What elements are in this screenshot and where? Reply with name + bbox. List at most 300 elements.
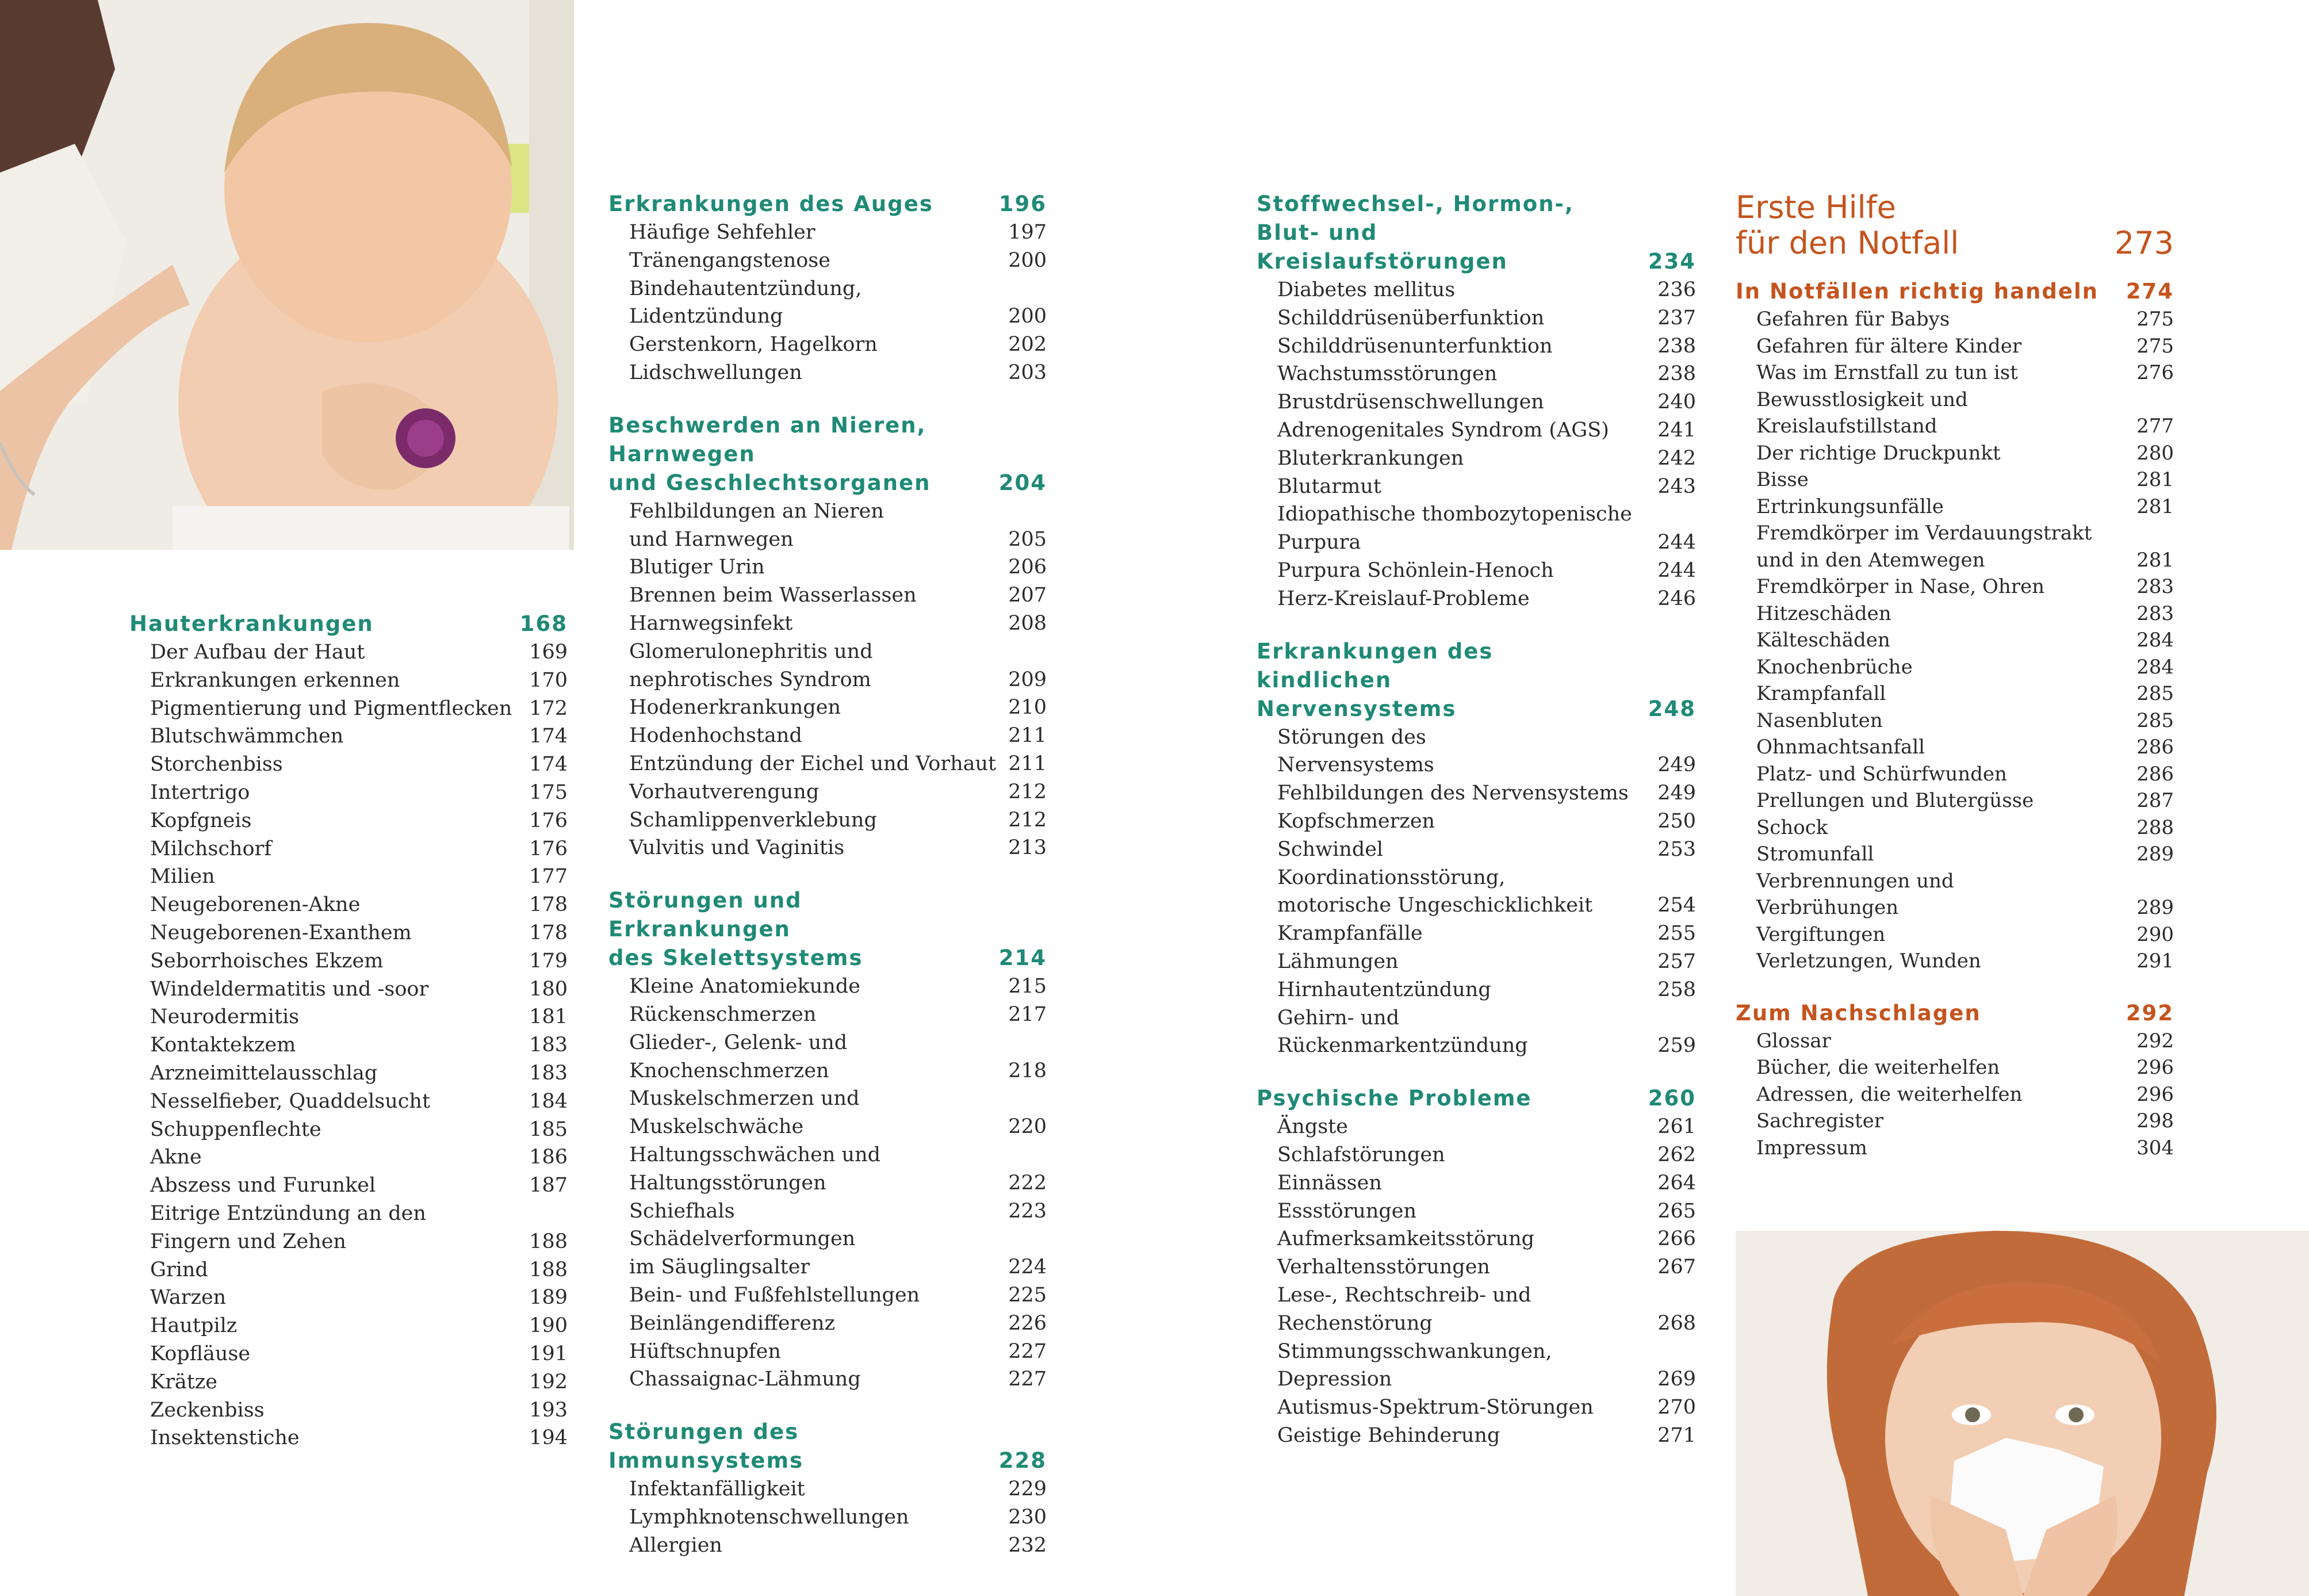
toc-entry[interactable] xyxy=(1257,1310,1696,1338)
toc-entry[interactable] xyxy=(1736,814,2174,841)
entry-title: Erkrankungen erkennen xyxy=(150,668,400,692)
entry-page: 243 xyxy=(1657,474,1696,498)
section-heading[interactable] xyxy=(1257,1084,1696,1113)
entry-page: 170 xyxy=(529,668,568,692)
toc-entry[interactable] xyxy=(129,1200,568,1228)
entry-page: 276 xyxy=(2136,361,2174,384)
toc-entry[interactable] xyxy=(1257,416,1696,445)
toc-entry[interactable] xyxy=(1257,779,1696,807)
entry-title: nephrotisches Syndrom xyxy=(629,668,871,691)
toc-entry[interactable] xyxy=(1736,1081,2174,1108)
entry-title: Impressum xyxy=(1756,1136,1867,1159)
entry-title: Rückenschmerzen xyxy=(629,1002,817,1026)
entry-page: 179 xyxy=(529,949,568,973)
toc-entry[interactable] xyxy=(129,1368,568,1396)
entry-title: Muskelschmerzen und xyxy=(629,1087,860,1111)
entry-page: 193 xyxy=(529,1398,568,1422)
toc-entry[interactable] xyxy=(608,1113,1047,1141)
toc-entry[interactable] xyxy=(129,667,568,695)
entry-title: Geistige Behinderung xyxy=(1277,1423,1500,1447)
toc-column-2 xyxy=(608,190,1047,1583)
toc-entry[interactable] xyxy=(608,581,1047,610)
entry-title: Gefahren für ältere Kinder xyxy=(1756,334,2022,358)
entry-title: Schock xyxy=(1756,816,1828,839)
toc-entry[interactable] xyxy=(1736,520,2174,547)
toc-entry[interactable] xyxy=(1736,894,2174,921)
entry-title: Fremdkörper im Verdauungstrakt xyxy=(1756,522,2092,545)
toc-entry[interactable] xyxy=(1257,920,1696,948)
toc-entry[interactable] xyxy=(1257,1004,1696,1032)
toc-entry[interactable] xyxy=(129,1031,568,1059)
entry-title: Schädelverformungen xyxy=(629,1227,856,1251)
toc-entry[interactable] xyxy=(608,359,1047,387)
toc-entry[interactable] xyxy=(129,863,568,891)
entry-title: Lidentzündung xyxy=(629,305,783,328)
toc-entry[interactable] xyxy=(129,975,568,1004)
entry-title: Depression xyxy=(1277,1368,1392,1391)
entry-title: Schlafstörungen xyxy=(1277,1143,1445,1166)
section-title: Hauterkrankungen xyxy=(129,611,374,636)
toc-entry[interactable] xyxy=(608,1085,1047,1113)
entry-title: Ängste xyxy=(1277,1115,1348,1139)
entry-page: 174 xyxy=(529,753,568,776)
toc-entry[interactable] xyxy=(1736,761,2174,788)
toc-entry[interactable] xyxy=(1736,948,2174,975)
toc-entry[interactable] xyxy=(129,1116,568,1144)
entry-title: Windeldermatitis und -soor xyxy=(150,977,429,1001)
entry-page: 269 xyxy=(1657,1368,1696,1391)
toc-entry[interactable] xyxy=(1257,360,1696,388)
section-title xyxy=(1736,277,2099,306)
entry-page: 188 xyxy=(529,1230,568,1253)
entry-page: 259 xyxy=(1657,1034,1696,1058)
toc-entry[interactable] xyxy=(129,779,568,807)
entry-title: Fremdkörper in Nase, Ohren xyxy=(1756,575,2045,598)
entry-page: 187 xyxy=(529,1174,568,1197)
entry-page: 244 xyxy=(1657,531,1696,554)
toc-entry[interactable] xyxy=(1257,529,1696,557)
section-title-line: Zum Nachschlagen xyxy=(1736,1000,1981,1025)
entry-page: 290 xyxy=(2136,923,2174,946)
entry-page: 254 xyxy=(1657,894,1696,917)
section-title xyxy=(1257,637,1637,724)
entry-title: Tränengangstenose xyxy=(629,248,830,272)
toc-entry[interactable] xyxy=(1257,1141,1696,1169)
entry-page: 224 xyxy=(1008,1256,1047,1279)
entry-title: Glossar xyxy=(1756,1029,1831,1052)
entry-title: Hitzeschäden xyxy=(1756,602,1891,625)
section-title-line: und Geschlechtsorganen xyxy=(608,470,931,495)
entry-page: 174 xyxy=(529,725,568,748)
chapter-title xyxy=(1736,190,1959,261)
toc-entry[interactable] xyxy=(1736,547,2174,574)
toc-entry[interactable] xyxy=(1257,388,1696,416)
entry-title: Allergien xyxy=(629,1533,722,1557)
entry-title: Zeckenbiss xyxy=(150,1398,265,1422)
section-title-line: Blut- und Kreislaufstörungen xyxy=(1257,220,1508,274)
toc-entry[interactable] xyxy=(608,1057,1047,1085)
toc-entry[interactable] xyxy=(608,778,1047,806)
entry-page: 304 xyxy=(2136,1136,2174,1159)
entry-title: Ohnmachtsanfall xyxy=(1756,736,1925,759)
entry-page: 271 xyxy=(1657,1423,1696,1447)
entry-page: 192 xyxy=(529,1370,568,1394)
toc-entry[interactable] xyxy=(129,1003,568,1031)
toc-entry[interactable] xyxy=(129,1256,568,1284)
toc-entry[interactable] xyxy=(608,750,1047,778)
entry-title: Lähmungen xyxy=(1277,950,1399,973)
photo-child-tissue xyxy=(1736,1231,2309,1596)
entry-title: Schilddrüsenunterfunktion xyxy=(1277,334,1553,358)
entry-page: 283 xyxy=(2136,602,2174,625)
toc-entry[interactable] xyxy=(608,806,1047,835)
entry-page: 226 xyxy=(1008,1311,1047,1335)
section-heading[interactable] xyxy=(1736,277,2174,306)
toc-entry[interactable] xyxy=(608,247,1047,275)
section-heading[interactable] xyxy=(1736,999,2174,1028)
toc-entry[interactable] xyxy=(608,1253,1047,1281)
toc-entry[interactable] xyxy=(1257,473,1696,501)
toc-entry[interactable] xyxy=(608,666,1047,694)
entry-page: 281 xyxy=(2136,468,2174,491)
toc-entry[interactable] xyxy=(1257,1394,1696,1422)
section-title xyxy=(608,886,987,973)
toc-entry[interactable] xyxy=(1257,445,1696,473)
entry-title: Verletzungen, Wunden xyxy=(1756,950,1981,973)
toc-entry[interactable] xyxy=(1736,680,2174,707)
entry-page: 286 xyxy=(2136,762,2174,786)
toc-entry[interactable] xyxy=(129,1312,568,1340)
entry-page: 230 xyxy=(1008,1505,1047,1529)
entry-title: Hautpilz xyxy=(150,1314,238,1338)
toc-entry[interactable] xyxy=(129,695,568,723)
toc-entry[interactable] xyxy=(608,1338,1047,1366)
toc-entry[interactable] xyxy=(608,1532,1047,1560)
toc-entry[interactable] xyxy=(1736,1028,2174,1055)
toc-entry[interactable] xyxy=(1736,1054,2174,1081)
section-title-line: In Notfällen richtig handeln xyxy=(1736,279,2099,304)
toc-section-zum-nachschlagen xyxy=(1736,999,2174,1162)
entry-page: 237 xyxy=(1657,306,1696,330)
toc-entry[interactable] xyxy=(608,638,1047,666)
toc-entry[interactable] xyxy=(129,1396,568,1425)
entry-title: Stimmungsschwankungen, xyxy=(1277,1339,1552,1363)
toc-entry[interactable] xyxy=(608,219,1047,247)
entry-title: Koordinationsstörung, xyxy=(1277,866,1506,889)
entry-title: Bewusstlosigkeit und xyxy=(1756,388,1968,411)
toc-entry[interactable] xyxy=(608,275,1047,303)
toc-entry[interactable] xyxy=(1257,1113,1696,1141)
toc-entry[interactable] xyxy=(1257,276,1696,304)
entry-title: Blutarmut xyxy=(1277,474,1381,498)
chapter-heading[interactable] xyxy=(1736,190,2174,261)
entry-page: 206 xyxy=(1008,556,1047,579)
section-page: 248 xyxy=(1648,696,1696,721)
toc-entry[interactable] xyxy=(1257,1422,1696,1450)
section-page: 204 xyxy=(998,470,1047,495)
entry-title: Verbrennungen und xyxy=(1756,869,1954,893)
toc-entry[interactable] xyxy=(608,1281,1047,1310)
entry-page: 238 xyxy=(1657,334,1696,358)
toc-entry[interactable] xyxy=(1257,1032,1696,1060)
toc-entry[interactable] xyxy=(129,1143,568,1172)
entry-title: Gehirn- und xyxy=(1277,1006,1400,1029)
toc-entry[interactable] xyxy=(1257,836,1696,864)
entry-page: 203 xyxy=(1008,361,1047,384)
toc-entry[interactable] xyxy=(129,722,568,751)
section-title xyxy=(1257,190,1637,276)
toc-entry[interactable] xyxy=(1257,304,1696,332)
toc-entry[interactable] xyxy=(608,610,1047,638)
entry-page: 241 xyxy=(1657,418,1696,442)
toc-entry[interactable] xyxy=(608,1365,1047,1394)
entry-title: Schiefhals xyxy=(629,1199,735,1223)
toc-entry[interactable] xyxy=(129,638,568,667)
toc-entry[interactable] xyxy=(608,1001,1047,1029)
entry-page: 220 xyxy=(1008,1115,1047,1139)
toc-entry[interactable] xyxy=(608,553,1047,581)
entry-page: 215 xyxy=(1008,975,1047,998)
entry-list xyxy=(129,638,568,1452)
toc-entry[interactable] xyxy=(608,497,1047,526)
toc-entry[interactable] xyxy=(608,1169,1047,1197)
section-heading[interactable] xyxy=(1257,190,1696,276)
entry-title: Purpura Schönlein-Henoch xyxy=(1277,558,1554,582)
entry-page: 180 xyxy=(529,977,568,1001)
entry-page: 270 xyxy=(1657,1396,1696,1419)
entry-page: 176 xyxy=(529,809,568,832)
entry-page: 289 xyxy=(2136,896,2174,919)
entry-title: Einnässen xyxy=(1277,1171,1382,1195)
entry-page: 210 xyxy=(1008,696,1047,719)
entry-title: Krätze xyxy=(150,1370,217,1394)
toc-entry[interactable] xyxy=(1257,1281,1696,1310)
entry-page: 284 xyxy=(2136,655,2174,679)
entry-title: Hüftschnupfen xyxy=(629,1339,781,1363)
photo-child-illustration xyxy=(1736,1231,2309,1596)
entry-page: 240 xyxy=(1657,391,1696,414)
toc-entry[interactable] xyxy=(129,807,568,835)
toc-entry[interactable] xyxy=(129,835,568,863)
section-heading[interactable] xyxy=(129,610,568,638)
toc-entry[interactable] xyxy=(608,303,1047,331)
entry-title: Entzündung der Eichel und Vorhaut xyxy=(629,752,997,775)
section-heading[interactable] xyxy=(608,411,1047,497)
toc-entry[interactable] xyxy=(1736,707,2174,734)
toc-entry[interactable] xyxy=(1736,787,2174,814)
entry-page: 283 xyxy=(2136,575,2174,598)
toc-entry[interactable] xyxy=(608,694,1047,722)
entry-page: 236 xyxy=(1657,278,1696,301)
toc-entry[interactable] xyxy=(608,526,1047,554)
toc-entry[interactable] xyxy=(1736,921,2174,948)
toc-entry[interactable] xyxy=(1736,841,2174,868)
entry-title: Milchschorf xyxy=(150,837,272,860)
entry-title: Chassaignac-Lähmung xyxy=(629,1368,861,1391)
entry-title: Herz-Kreislauf-Probleme xyxy=(1277,587,1530,610)
toc-entry[interactable] xyxy=(1257,891,1696,920)
toc-section-stoffwechsel-hormon xyxy=(1257,190,1696,613)
toc-entry[interactable] xyxy=(1736,306,2174,333)
toc-entry[interactable] xyxy=(1257,500,1696,529)
toc-entry[interactable] xyxy=(608,1310,1047,1338)
section-title-line: Störungen und Erkrankungen xyxy=(608,888,802,942)
entry-title: Vergiftungen xyxy=(1756,923,1886,946)
section-page: 228 xyxy=(998,1448,1047,1473)
toc-entry[interactable] xyxy=(1257,557,1696,585)
entry-page: 213 xyxy=(1008,836,1047,860)
entry-page: 258 xyxy=(1657,978,1696,1001)
entry-page: 208 xyxy=(1008,611,1047,635)
entry-title: Bein- und Fußfehlstellungen xyxy=(629,1283,920,1307)
section-heading[interactable] xyxy=(608,886,1047,973)
entry-title: Vulvitis und Vaginitis xyxy=(629,836,845,860)
toc-entry[interactable] xyxy=(608,331,1047,359)
toc-entry[interactable] xyxy=(1257,724,1696,752)
entry-title: Rückenmarkentzündung xyxy=(1277,1034,1528,1058)
toc-entry[interactable] xyxy=(1736,573,2174,600)
section-title-line: Psychische Probleme xyxy=(1257,1086,1532,1111)
entry-page: 222 xyxy=(1008,1171,1047,1195)
toc-entry[interactable] xyxy=(1736,868,2174,895)
entry-page: 281 xyxy=(2136,495,2174,518)
section-heading[interactable] xyxy=(608,1418,1047,1475)
toc-entry[interactable] xyxy=(129,891,568,919)
toc-entry[interactable] xyxy=(129,1424,568,1452)
entry-title: Wachstumsstörungen xyxy=(1277,362,1498,386)
entry-title: Glieder-, Gelenk- und xyxy=(629,1031,848,1054)
entry-page: 266 xyxy=(1657,1227,1696,1251)
entry-title: Abszess und Furunkel xyxy=(150,1174,376,1197)
entry-title: Schamlippenverklebung xyxy=(629,808,877,832)
entry-title: Fehlbildungen des Nervensystems xyxy=(1277,782,1629,805)
entry-title: Essstörungen xyxy=(1277,1199,1417,1223)
toc-entry[interactable] xyxy=(129,919,568,947)
toc-entry[interactable] xyxy=(1736,359,2174,386)
toc-entry[interactable] xyxy=(1257,976,1696,1004)
entry-title: Harnwegsinfekt xyxy=(629,611,793,635)
toc-entry[interactable] xyxy=(1736,654,2174,681)
toc-entry[interactable] xyxy=(1736,466,2174,493)
entry-title: Stromunfall xyxy=(1756,843,1874,866)
chapter-title-line-2: für den Notfall xyxy=(1736,225,1959,261)
toc-entry[interactable] xyxy=(608,1029,1047,1057)
section-page: 214 xyxy=(998,946,1047,971)
toc-entry[interactable] xyxy=(1257,1169,1696,1197)
entry-title: Fehlbildungen an Nieren xyxy=(629,499,884,523)
toc-entry[interactable] xyxy=(608,1503,1047,1532)
entry-title: Der Aufbau der Haut xyxy=(150,641,365,664)
toc-entry[interactable] xyxy=(1257,948,1696,976)
entry-title: Hodenhochstand xyxy=(629,724,802,748)
toc-entry[interactable] xyxy=(1257,807,1696,836)
entry-page: 225 xyxy=(1008,1283,1047,1307)
toc-entry[interactable] xyxy=(1257,1338,1696,1366)
toc-entry[interactable] xyxy=(129,947,568,975)
section-title-line: Erkrankungen des Auges xyxy=(608,192,933,216)
entry-page: 202 xyxy=(1008,333,1047,357)
toc-entry[interactable] xyxy=(608,834,1047,862)
toc-entry[interactable] xyxy=(1257,1225,1696,1253)
entry-page: 186 xyxy=(529,1146,568,1169)
entry-title: Muskelschwäche xyxy=(629,1115,804,1139)
toc-entry[interactable] xyxy=(1736,600,2174,627)
entry-page: 257 xyxy=(1657,950,1696,973)
toc-entry[interactable] xyxy=(1736,1135,2174,1162)
toc-entry[interactable] xyxy=(608,973,1047,1001)
entry-title: Schilddrüsenüberfunktion xyxy=(1277,306,1545,330)
toc-entry[interactable] xyxy=(1257,751,1696,779)
toc-entry[interactable] xyxy=(1736,627,2174,654)
toc-entry[interactable] xyxy=(1257,332,1696,361)
entry-page: 238 xyxy=(1657,362,1696,386)
entry-title: Nervensystems xyxy=(1277,753,1434,777)
toc-section-erkrankungen-des-auges xyxy=(608,190,1047,387)
toc-entry[interactable] xyxy=(608,1141,1047,1169)
toc-entry[interactable] xyxy=(1736,413,2174,440)
entry-title: Knochenbrüche xyxy=(1756,655,1913,679)
toc-entry[interactable] xyxy=(608,1197,1047,1226)
toc-entry[interactable] xyxy=(129,1059,568,1088)
entry-title: Kopfläuse xyxy=(150,1342,251,1365)
entry-page: 249 xyxy=(1657,782,1696,805)
entry-page: 232 xyxy=(1008,1533,1047,1557)
entry-title: Platz- und Schürfwunden xyxy=(1756,762,2007,786)
toc-section-st-rungen-des-immunsystems xyxy=(608,1418,1047,1559)
toc-entry[interactable] xyxy=(1736,493,2174,520)
toc-entry[interactable] xyxy=(129,1340,568,1368)
entry-page: 178 xyxy=(529,893,568,917)
toc-entry[interactable] xyxy=(608,1225,1047,1253)
toc-entry[interactable] xyxy=(1257,585,1696,613)
toc-entry[interactable] xyxy=(129,1088,568,1116)
toc-entry[interactable] xyxy=(129,1284,568,1312)
entry-page: 211 xyxy=(1008,752,1047,775)
entry-title: Ertrinkungsunfälle xyxy=(1756,495,1944,518)
section-heading[interactable] xyxy=(1257,637,1696,724)
toc-entry[interactable] xyxy=(1257,1365,1696,1394)
toc-entry[interactable] xyxy=(1257,864,1696,892)
entry-title: Warzen xyxy=(150,1286,227,1310)
entry-title: Häufige Sehfehler xyxy=(629,221,815,244)
toc-entry[interactable] xyxy=(1257,1253,1696,1281)
toc-entry[interactable] xyxy=(129,1172,568,1200)
entry-title: im Säuglingsalter xyxy=(629,1256,810,1279)
toc-entry[interactable] xyxy=(608,722,1047,750)
toc-entry[interactable] xyxy=(1257,1197,1696,1226)
toc-entry[interactable] xyxy=(1736,734,2174,761)
toc-entry[interactable] xyxy=(1736,333,2174,360)
toc-entry[interactable] xyxy=(1736,386,2174,414)
entry-title: Milien xyxy=(150,865,215,889)
toc-entry[interactable] xyxy=(608,1475,1047,1503)
section-title xyxy=(1736,999,1981,1028)
entry-page: 275 xyxy=(2136,334,2174,358)
entry-page: 181 xyxy=(529,1005,568,1029)
entry-title: Bluterkrankungen xyxy=(1277,446,1464,470)
toc-entry[interactable] xyxy=(1736,440,2174,467)
section-heading[interactable] xyxy=(608,190,1047,219)
entry-page: 172 xyxy=(529,696,568,720)
toc-entry[interactable] xyxy=(129,751,568,779)
entry-page: 265 xyxy=(1657,1199,1696,1223)
toc-entry[interactable] xyxy=(129,1228,568,1256)
entry-page: 289 xyxy=(2136,843,2174,866)
entry-title: Lese-, Rechtschreib- und xyxy=(1277,1283,1531,1307)
toc-entry[interactable] xyxy=(1736,1108,2174,1135)
toc-section-erkrankungen-des-kindlichen xyxy=(1257,637,1696,1061)
entry-page: 288 xyxy=(2136,816,2174,839)
